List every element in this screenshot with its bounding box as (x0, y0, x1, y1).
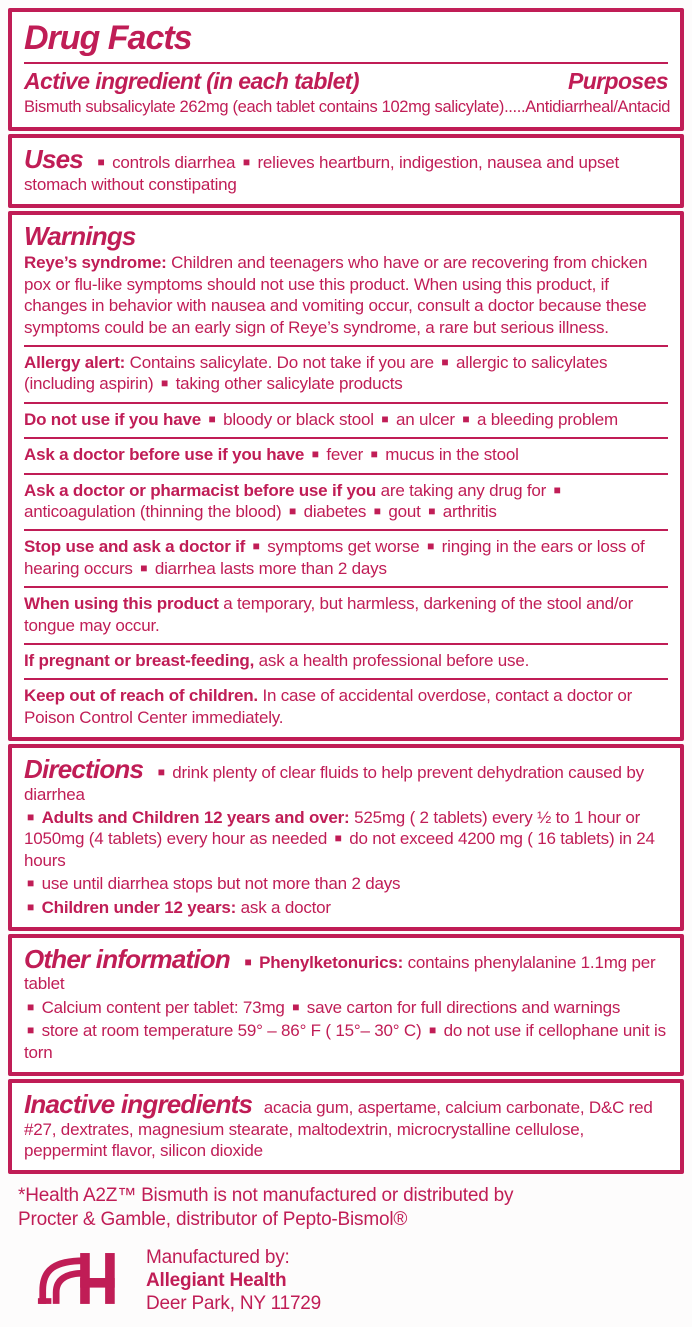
body-text: a temporary, but harmless, darkening of the stool and/or tongue may occur. (24, 594, 634, 635)
header-box (8, 8, 684, 131)
body-text: do not exceed 4200 mg ( 16 tablets) in 24 hours (24, 829, 655, 870)
inactive-ingredients-box (8, 1079, 684, 1174)
label-row (24, 146, 668, 195)
body-text: In case of accidental overdose, contact a doctor or Poison Control Center immediately. (24, 686, 633, 727)
bullet-icon: ■ (27, 1023, 35, 1038)
label-row (24, 220, 668, 251)
label-row (24, 252, 668, 338)
body-text: do not use if cellophane unit is torn (24, 1021, 666, 1062)
body-text: Contains salicylate. Do not take if you are (129, 352, 434, 372)
bullet-icon: ■ (427, 539, 435, 554)
bullet-icon: ■ (27, 899, 35, 914)
label-row (24, 1091, 668, 1161)
bold-lead: If pregnant or breast-feeding, (24, 651, 255, 670)
body-text: Calcium content per tablet: 73mg (41, 997, 285, 1017)
section-heading: Directions (24, 754, 144, 785)
bullet-icon: ■ (27, 810, 35, 825)
body-text: save carton for full directions and warnings (306, 997, 621, 1017)
bold-lead: Keep out of reach of children. (24, 686, 258, 706)
body-text: acacia gum, aspertame, calcium carbonate, D&C red #27, dextrates, magnesium stearate, maltodextrin, microcrystalline cellulose, peppermint flavor, silicon dioxide (24, 1098, 653, 1160)
bullet-icon: ■ (381, 411, 389, 426)
bullet-icon: ■ (288, 503, 297, 518)
label-row (24, 473, 668, 523)
body-text: anticoagulation (thinning the blood) (24, 501, 282, 521)
body-text: a bleeding problem (477, 409, 619, 429)
allegiant-health-logo-icon (36, 1250, 132, 1311)
bold-lead: Reye’s syndrome: (24, 253, 167, 273)
dot-leader: ..... (504, 97, 526, 116)
label-row (24, 807, 668, 871)
bullet-icon: ■ (27, 999, 35, 1014)
label-row (24, 678, 668, 728)
manufacturer-block (36, 1246, 684, 1327)
manufacturer-text (146, 1246, 321, 1316)
label-row (24, 997, 668, 1018)
section-heading: Other information (24, 944, 230, 975)
bullet-icon: ■ (370, 447, 378, 462)
body-text: use until diarrhea stops but not more than 2 days (41, 874, 401, 894)
bullet-icon: ■ (252, 539, 260, 554)
footnote-line-2: Procter & Gamble, distributor of Pepto-Bismol® (18, 1209, 408, 1231)
body-text: drink plenty of clear fluids to help prevent dehydration caused by diarrhea (24, 763, 644, 804)
footnote (18, 1184, 684, 1232)
label-row (24, 643, 668, 671)
bullet-icon: ■ (27, 876, 35, 891)
body-text: taking other salicylate products (175, 374, 403, 394)
bold-lead: Adults and Children 12 years and over: (41, 808, 350, 828)
bold-lead: Allergy alert: (24, 352, 126, 372)
bullet-icon: ■ (311, 447, 319, 462)
bold-lead: Do not use if you have (24, 409, 201, 429)
title-divider (24, 62, 668, 64)
label-row (24, 897, 668, 918)
label-row (24, 402, 668, 430)
manufacturer-name: Allegiant Health (146, 1269, 287, 1291)
bold-lead: Children under 12 years: (41, 897, 237, 917)
body-text: diarrhea lasts more than 2 days (154, 558, 387, 578)
bullet-icon: ■ (428, 1023, 437, 1038)
section-heading: Warnings (24, 220, 136, 251)
body-text: diabetes (303, 501, 367, 521)
body-text: ask a doctor (240, 897, 331, 917)
body-text: controls diarrhea (112, 153, 236, 173)
body-text: relieves heartburn, indigestion, nausea and upset stomach without constipating (24, 153, 620, 194)
drug-facts-title: Drug Facts (24, 19, 192, 57)
bold-lead: Stop use and ask a doctor if (24, 537, 246, 557)
bullet-icon: ■ (208, 411, 216, 426)
active-ingredient-line (24, 95, 671, 118)
other-information-box (8, 934, 684, 1076)
bullet-icon: ■ (428, 503, 436, 518)
body-text: symptoms get worse (267, 537, 420, 557)
body-text: an ulcer (396, 409, 455, 429)
label-row (24, 529, 668, 579)
label-row (24, 946, 668, 995)
section-heading: Inactive ingredients (24, 1089, 253, 1120)
directions-box (8, 744, 684, 931)
body-text: allergic to salicylates (including aspirin) (24, 352, 608, 394)
warnings-box (8, 211, 684, 741)
bold-lead: When using this product (24, 594, 219, 614)
bold-lead: Phenylketonurics: (259, 953, 404, 973)
bold-lead: Ask a doctor before use if you have (24, 445, 305, 465)
body-text: ask a health professional before use. (258, 651, 530, 670)
bullet-icon: ■ (244, 955, 252, 970)
uses-box (8, 134, 684, 208)
label-row (24, 586, 668, 636)
bold-lead: Ask a doctor or pharmacist before use if you (24, 480, 377, 500)
active-ingredient-heading: Active ingredient (in each tablet) (24, 68, 359, 95)
body-text: store at room temperature 59° – 86° F ( 15°– 30° C) (41, 1021, 422, 1041)
body-text: gout (388, 501, 421, 521)
body-text: 525mg ( 2 tablets) every ½ to 1 hour or 1050mg (4 tablets) every hour as needed (24, 808, 641, 849)
purpose-value: Antidiarrheal/Antacid (525, 97, 671, 116)
bullet-icon: ■ (373, 503, 381, 518)
purposes-heading: Purposes (567, 68, 668, 95)
body-text: ringing in the ears or loss of hearing occurs (24, 537, 645, 578)
body-text: are taking any drug for (380, 480, 547, 500)
manufacturer-address: Deer Park, NY 11729 (146, 1293, 322, 1315)
bullet-icon: ■ (553, 482, 561, 497)
body-text: fever (326, 445, 364, 465)
body-text: mucus in the stool (385, 445, 519, 465)
bullet-icon: ■ (140, 560, 148, 575)
active-ingredient-header-row (24, 68, 668, 94)
label-row (24, 756, 668, 805)
bullet-icon: ■ (334, 831, 342, 846)
bullet-icon: ■ (292, 999, 300, 1014)
body-text: arthritis (442, 501, 497, 521)
bullet-icon: ■ (160, 376, 169, 391)
manufactured-by-label: Manufactured by: (146, 1246, 290, 1268)
bullet-icon: ■ (441, 354, 449, 369)
footnote-line-1: *Health A2Z™ Bismuth is not manufactured or distributed by (18, 1185, 514, 1207)
label-row (24, 345, 668, 395)
label-row (24, 1020, 668, 1063)
bullet-icon: ■ (97, 155, 105, 170)
bullet-icon: ■ (462, 411, 470, 426)
body-text: contains phenylalanine 1.1mg per tablet (24, 953, 656, 994)
body-text: Children and teenagers who have or are recovering from chicken pox or flu-like symptoms should not use this product. When using this product, if changes in behavior with nausea and vomiting occur, consult a doctor because these symptoms could be an early sign of Reye’s syndrome, a rare but serious illness. (24, 253, 648, 337)
label-row (24, 873, 668, 894)
section-heading: Uses (24, 144, 83, 175)
bullet-icon: ■ (242, 155, 250, 170)
body-text: bloody or black stool (223, 409, 374, 429)
label-row (24, 437, 668, 465)
bullet-icon: ■ (157, 765, 165, 780)
ingredient-text: Bismuth subsalicylate 262mg (each tablet contains 102mg salicylate) (24, 97, 505, 116)
